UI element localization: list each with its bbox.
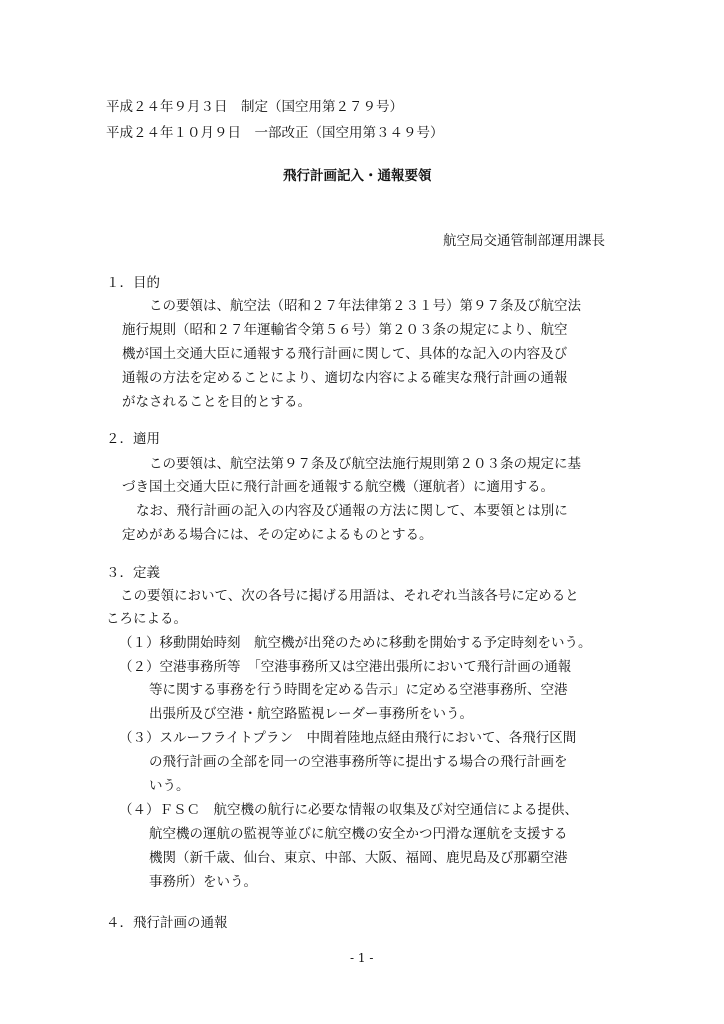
section-heading-notification: ４．飛行計画の通報 [106,915,228,931]
document-title: 飛行計画記入・通報要領 [283,168,432,184]
definition-item: （１）移動開始時刻 航空機が出発のために移動を開始する予定時刻をいう。 [119,635,592,651]
section-heading-purpose: １．目的 [106,275,160,291]
definition-item-continuation: いう。 [149,778,190,794]
definition-item-continuation: 航空機の運航の監視等並びに航空機の安全かつ円滑な運航を支援する [149,826,568,842]
purpose-line: がなされることを目的とする。 [122,394,311,410]
definition-item: （２）空港事務所等 「空港事務所又は空港出張所において飛行計画の通報 [119,659,572,675]
definition-item-continuation: 事務所）をいう。 [149,874,257,890]
definition-item-continuation: の飛行計画の全部を同一の空港事務所等に提出する場合の飛行計画を [149,754,568,770]
scope-line: なお、飛行計画の記入の内容及び通報の方法に関して、本要領とは別に [136,503,568,519]
section-heading-definitions: ３．定義 [106,565,160,581]
issuer: 航空局交通管制部運用課長 [443,233,605,249]
purpose-line: 機が国土交通大臣に通報する飛行計画に関して、具体的な記入の内容及び [122,346,568,362]
page-number: - 1 - [350,951,374,965]
definitions-intro-line: ころによる。 [106,611,187,627]
definition-item: （３）スルーフライトプラン 中間着陸地点経由飛行において、各飛行区間 [119,730,577,746]
scope-line: 定めがある場合には、その定めによるものとする。 [122,527,433,543]
amendment-line: 平成２４年１０月９日 一部改正（国空用第３４９号） [106,125,444,141]
definition-item: （４）ＦＳＣ 航空機の航行に必要な情報の収集及び対空通信による提供、 [119,802,578,818]
purpose-line: 施行規則（昭和２７年運輸省令第５６号）第２０３条の規定により、航空 [122,322,568,338]
scope-line: づき国土交通大臣に飛行計画を通報する航空機（運航者）に適用する。 [122,479,554,495]
purpose-line: この要領は、航空法（昭和２７年法律第２３１号）第９７条及び航空法 [149,298,581,314]
definition-item-continuation: 機関（新千歳、仙台、東京、中部、大阪、福岡、鹿児島及び那覇空港 [149,850,568,866]
enactment-line: 平成２４年９月３日 制定（国空用第２７９号） [106,99,403,115]
scope-line: この要領は、航空法第９７条及び航空法施行規則第２０３条の規定に基 [149,456,581,472]
section-heading-scope: ２．適用 [106,431,160,447]
definition-item-continuation: 等に関する事務を行う時間を定める告示」に定める空港事務所、空港 [149,682,568,698]
definition-item-continuation: 出張所及び空港・航空路監視レーダー事務所をいう。 [149,706,473,722]
definitions-intro-line: この要領において、次の各号に掲げる用語は、それぞれ当該各号に定めると [120,588,579,604]
purpose-line: 通報の方法を定めることにより、適切な内容による確実な飛行計画の通報 [122,370,568,386]
